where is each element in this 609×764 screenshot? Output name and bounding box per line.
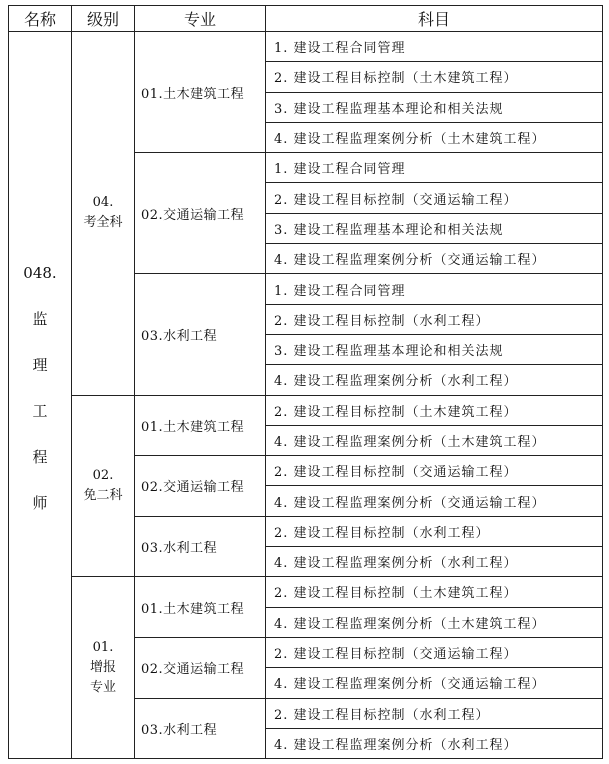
subject-cell: 4. 建设工程监理案例分析（土木建筑工程） bbox=[266, 425, 603, 455]
subject-cell: 3. 建设工程监理基本理论和相关法规 bbox=[266, 92, 603, 122]
subject-cell: 1. 建设工程合同管理 bbox=[266, 153, 603, 183]
qualification-code: 048. bbox=[23, 264, 57, 283]
qualification-title: 监 理 工 程 师 bbox=[32, 310, 48, 513]
major-cell: 02.交通运输工程 bbox=[135, 456, 266, 517]
major-cell: 01.土木建筑工程 bbox=[135, 395, 266, 456]
subject-cell: 2. 建设工程目标控制（交通运输工程） bbox=[266, 637, 603, 667]
subject-cell: 4. 建设工程监理案例分析（交通运输工程） bbox=[266, 244, 603, 274]
table-row bbox=[9, 32, 603, 62]
major-cell: 02.交通运输工程 bbox=[135, 153, 266, 274]
major-cell: 03.水利工程 bbox=[135, 274, 266, 395]
level-cell bbox=[72, 32, 135, 396]
subject-cell: 4. 建设工程监理案例分析（土木建筑工程） bbox=[266, 122, 603, 152]
major-cell: 03.水利工程 bbox=[135, 698, 266, 759]
subject-cell: 4. 建设工程监理案例分析（水利工程） bbox=[266, 365, 603, 395]
major-cell: 02.交通运输工程 bbox=[135, 637, 266, 698]
level-code: 04. bbox=[92, 195, 114, 211]
subject-cell: 2. 建设工程目标控制（水利工程） bbox=[266, 304, 603, 334]
header-name: 名称 bbox=[9, 6, 72, 32]
subject-cell: 2. 建设工程目标控制（交通运输工程） bbox=[266, 456, 603, 486]
subject-cell: 2. 建设工程目标控制（交通运输工程） bbox=[266, 183, 603, 213]
subject-cell: 2. 建设工程目标控制（土木建筑工程） bbox=[266, 395, 603, 425]
level-label: 考全科 bbox=[83, 215, 123, 231]
major-cell: 01.土木建筑工程 bbox=[135, 32, 266, 153]
table-row bbox=[9, 577, 603, 607]
table-row bbox=[9, 395, 603, 425]
level-cell bbox=[72, 577, 135, 759]
major-cell: 03.水利工程 bbox=[135, 516, 266, 577]
qualification-name-cell bbox=[9, 32, 72, 759]
subject-cell: 4. 建设工程监理案例分析（水利工程） bbox=[266, 728, 603, 758]
subject-cell: 2. 建设工程目标控制（土木建筑工程） bbox=[266, 62, 603, 92]
header-row bbox=[9, 6, 603, 32]
table-body bbox=[9, 32, 603, 759]
level-label: 免二科 bbox=[83, 487, 123, 503]
subject-cell: 2. 建设工程目标控制（水利工程） bbox=[266, 698, 603, 728]
subject-cell: 3. 建设工程监理基本理论和相关法规 bbox=[266, 213, 603, 243]
subject-cell: 4. 建设工程监理案例分析（水利工程） bbox=[266, 547, 603, 577]
header-level: 级别 bbox=[72, 6, 135, 32]
subject-cell: 2. 建设工程目标控制（土木建筑工程） bbox=[266, 577, 603, 607]
subject-cell: 2. 建设工程目标控制（水利工程） bbox=[266, 516, 603, 546]
level-label: 增报 专业 bbox=[89, 659, 116, 695]
exam-subjects-table bbox=[8, 5, 603, 759]
subject-cell: 3. 建设工程监理基本理论和相关法规 bbox=[266, 334, 603, 364]
major-cell: 01.土木建筑工程 bbox=[135, 577, 266, 638]
header-subject: 科目 bbox=[266, 6, 603, 32]
header-major: 专业 bbox=[135, 6, 266, 32]
level-cell bbox=[72, 395, 135, 577]
subject-cell: 1. 建设工程合同管理 bbox=[266, 274, 603, 304]
subject-cell: 1. 建设工程合同管理 bbox=[266, 32, 603, 62]
subject-cell: 4. 建设工程监理案例分析（交通运输工程） bbox=[266, 486, 603, 516]
subject-cell: 4. 建设工程监理案例分析（土木建筑工程） bbox=[266, 607, 603, 637]
level-code: 02. bbox=[92, 467, 114, 483]
level-code: 01. bbox=[92, 639, 114, 655]
subject-cell: 4. 建设工程监理案例分析（交通运输工程） bbox=[266, 668, 603, 698]
